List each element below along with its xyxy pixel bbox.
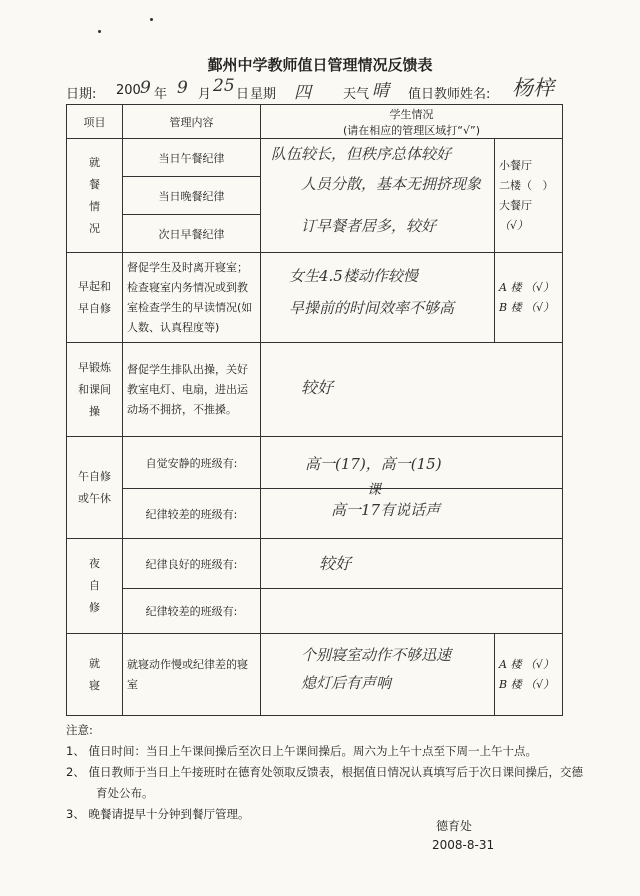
morning-label: 早起和早自修: [78, 279, 111, 315]
exercise-status-cell: [261, 343, 563, 437]
dot-mark: [98, 30, 101, 33]
teacher-name-label: 值日教师姓名:: [408, 87, 491, 102]
bedtime-status-cell: [261, 634, 495, 716]
dining-row-dinner: 当日晚餐纪律: [123, 177, 261, 215]
noon-poor-cell: [261, 482, 563, 539]
bedtime-hand-2: 熄灯后有声响: [301, 674, 392, 692]
dining-label-cell: [67, 139, 123, 253]
dining-side-cell: [495, 139, 563, 253]
header-content: 管理内容: [123, 105, 261, 139]
evening-hand-1: 较好: [319, 554, 352, 573]
morning-hand-2: 早操前的时间效率不够高: [289, 299, 455, 317]
morning-mark-b: B 楼 （√）: [499, 300, 555, 314]
dining-row-lunch: 当日午餐纪律: [123, 139, 261, 177]
notes-heading: 注意:: [66, 723, 93, 737]
form-title: 鄞州中学教师值日管理情况反馈表: [207, 56, 433, 74]
morning-mark-a: A 楼 （√）: [499, 280, 554, 294]
bedtime-hand-1: 个别寝室动作不够迅速: [301, 646, 452, 664]
exercise-hand: 较好: [301, 378, 334, 397]
weekday-handwritten: 四: [294, 83, 311, 103]
footer-date: 2008-8-31: [432, 838, 495, 852]
morning-content: 督促学生及时离开寝室；检查寝室内务情况或到教室检查学生的早读情况(如人数、认真程度等): [123, 253, 261, 343]
noon-row-quiet: 自觉安静的班级有:: [123, 437, 261, 489]
weekday-label: 星期: [250, 87, 277, 102]
noon-quiet-cell: [261, 437, 563, 489]
exercise-content: 督促学生排队出操，关好教室电灯、电扇，进出运动场不拥挤，不推搡。: [123, 343, 261, 437]
day-label: 日: [236, 87, 250, 102]
noon-hand-1: 高一(17)，高一(15): [305, 455, 442, 473]
evening-row-poor: 纪律较差的班级有:: [123, 589, 261, 634]
year-prefix: 200: [116, 83, 141, 98]
evening-poor-cell: [261, 589, 563, 634]
dining-big-hall: 大餐厅: [499, 198, 532, 212]
date-label: 日期:: [66, 87, 97, 102]
morning-marks-cell: [495, 253, 563, 343]
header-status-line1: 学生情况: [389, 107, 434, 121]
morning-label-cell: [67, 253, 123, 343]
evening-label: 夜自修: [89, 557, 100, 614]
bedtime-mark-b: B 楼 （√）: [499, 677, 555, 691]
morning-status-cell: [261, 253, 495, 343]
month-handwritten: 9: [177, 78, 188, 98]
exercise-label-cell: [67, 343, 123, 437]
dining-second-floor-label: 二楼（: [499, 178, 532, 192]
dining-second-floor: [499, 176, 558, 196]
dining-check: （√）: [499, 218, 529, 232]
bedtime-content: 就寝动作慢或纪律差的寝室: [123, 634, 261, 716]
noon-label: 午自修或午休: [78, 469, 111, 505]
teacher-name-handwritten: 杨梓: [512, 76, 554, 100]
note-item: 2、 值日教师于当日上午接班时在德育处领取反馈表，根据值日情况认真填写后于次日课间操后，交德育处公布。: [66, 765, 583, 800]
weather-label: 天气: [343, 87, 370, 102]
footer-office: 德育处: [436, 819, 473, 833]
dining-label: 就餐情况: [89, 155, 100, 235]
year-suffix: 年: [154, 87, 168, 102]
bedtime-mark-a: A 楼 （√）: [499, 657, 554, 671]
report-table: [66, 104, 563, 716]
year-handwritten: 9: [140, 78, 151, 98]
dining-second-floor-end: ）: [542, 178, 554, 192]
dining-small-hall: 小餐厅: [499, 158, 532, 172]
table-header-row: [67, 105, 563, 139]
bedtime-label-cell: [67, 634, 123, 716]
evening-label-cell: [67, 539, 123, 634]
dining-hand-2: 人员分散，基本无拥挤现象: [301, 175, 482, 193]
dining-hand-3: 订早餐者居多，较好: [301, 217, 437, 235]
bedtime-marks-cell: [495, 634, 563, 716]
noon-label-cell: [67, 437, 123, 539]
dining-status-cell: [261, 139, 495, 253]
exercise-label: 早锻炼和课间操: [78, 360, 111, 418]
noon-hand-2-above: 课: [367, 482, 381, 498]
morning-hand-1: 女生4.5楼动作较慢: [289, 267, 418, 285]
header-item: 项目: [67, 105, 123, 139]
noon-hand-2: 高一17有说话声: [331, 501, 441, 519]
note-item: 3、 晚餐请提早十分钟到餐厅管理。: [66, 807, 250, 821]
dot-mark: [150, 18, 153, 21]
notes-section: [66, 720, 586, 825]
dining-hand-1: 队伍较长，但秩序总体较好: [271, 145, 452, 163]
day-handwritten: 25: [213, 76, 235, 96]
weather-handwritten: 晴: [372, 81, 389, 101]
evening-good-cell: [261, 539, 563, 589]
header-status: [261, 105, 563, 139]
evening-row-good: 纪律良好的班级有:: [123, 539, 261, 589]
dining-row-breakfast: 次日早餐纪律: [123, 215, 261, 253]
noon-row-poor: 纪律较差的班级有:: [123, 489, 261, 539]
month-label: 月: [198, 87, 212, 102]
note-item: 1、 值日时间：当日上午课间操后至次日上午课间操后。周六为上午十点至下周一上午十点。: [66, 744, 537, 758]
bedtime-label: 就寝: [89, 656, 100, 692]
header-status-line2: (请在相应的管理区域打“√”): [343, 123, 480, 137]
